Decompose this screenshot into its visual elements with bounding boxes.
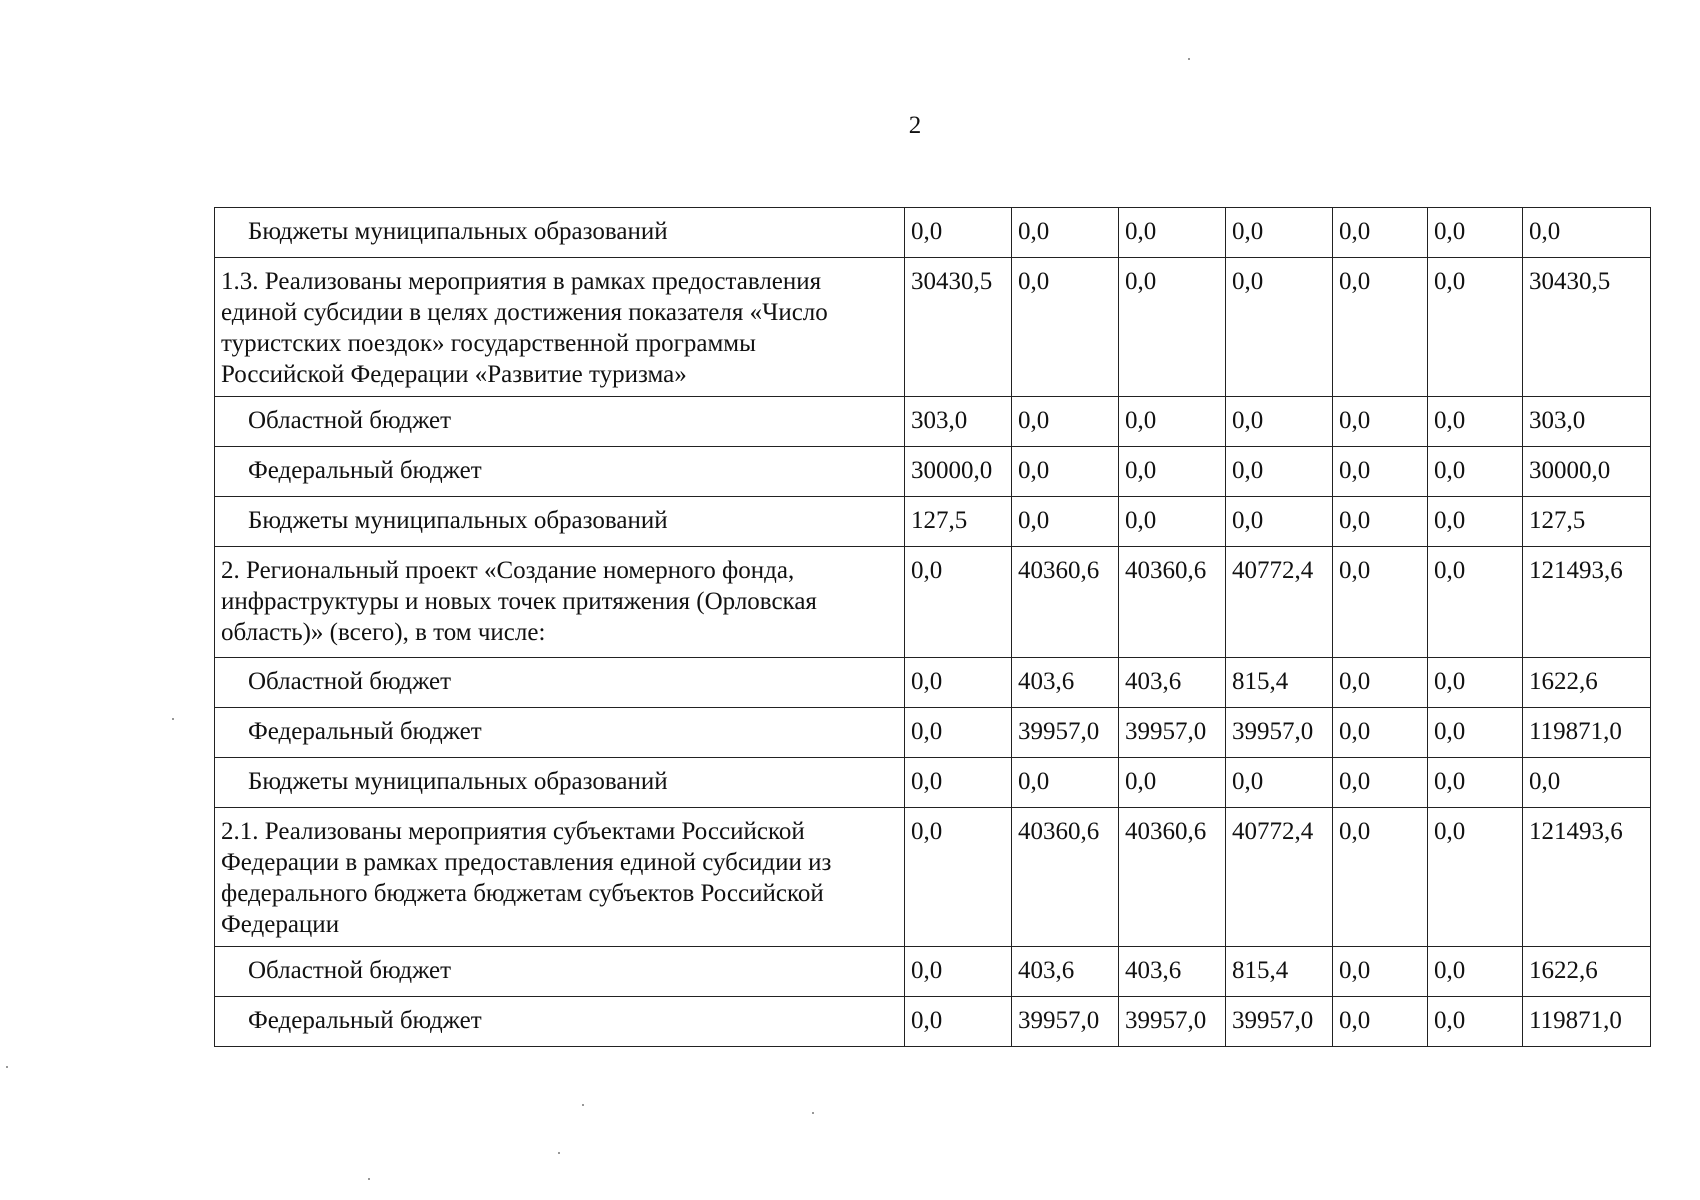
value-cell: 0,0 bbox=[1226, 397, 1333, 447]
value-cell: 0,0 bbox=[1333, 947, 1428, 997]
table-row bbox=[215, 947, 1651, 997]
row-label: Федеральный бюджет bbox=[215, 447, 905, 497]
value-cell: 303,0 bbox=[905, 397, 1012, 447]
value-cell: 0,0 bbox=[1012, 208, 1119, 258]
table-row bbox=[215, 658, 1651, 708]
value-cell: 0,0 bbox=[1012, 397, 1119, 447]
table-row bbox=[215, 208, 1651, 258]
total-cell: 119871,0 bbox=[1523, 708, 1651, 758]
row-label: 1.3. Реализованы мероприятия в рамках предоставления единой субсидии в целях достижения показателя «Число туристских поездок» государственной программы Российской Федерации «Развитие туризма» bbox=[215, 258, 905, 397]
value-cell: 39957,0 bbox=[1012, 997, 1119, 1047]
table-row bbox=[215, 997, 1651, 1047]
value-cell: 0,0 bbox=[905, 997, 1012, 1047]
value-cell: 403,6 bbox=[1012, 658, 1119, 708]
value-cell: 0,0 bbox=[1012, 497, 1119, 547]
value-cell: 0,0 bbox=[1428, 997, 1523, 1047]
value-cell: 0,0 bbox=[1119, 497, 1226, 547]
budget-table-body bbox=[215, 208, 1651, 1047]
total-cell: 30430,5 bbox=[1523, 258, 1651, 397]
value-cell: 0,0 bbox=[1119, 758, 1226, 808]
value-cell: 39957,0 bbox=[1226, 997, 1333, 1047]
total-cell: 121493,6 bbox=[1523, 808, 1651, 947]
table-row bbox=[215, 547, 1651, 658]
value-cell: 0,0 bbox=[1428, 447, 1523, 497]
value-cell: 39957,0 bbox=[1119, 708, 1226, 758]
value-cell: 39957,0 bbox=[1119, 997, 1226, 1047]
value-cell: 0,0 bbox=[1333, 547, 1428, 658]
value-cell: 0,0 bbox=[1333, 758, 1428, 808]
total-cell: 1622,6 bbox=[1523, 658, 1651, 708]
value-cell: 0,0 bbox=[905, 658, 1012, 708]
value-cell: 0,0 bbox=[905, 708, 1012, 758]
value-cell: 40360,6 bbox=[1119, 808, 1226, 947]
row-label: Бюджеты муниципальных образований bbox=[215, 497, 905, 547]
scan-speck bbox=[582, 1104, 584, 1106]
total-cell: 1622,6 bbox=[1523, 947, 1651, 997]
value-cell: 0,0 bbox=[1012, 447, 1119, 497]
total-cell: 30000,0 bbox=[1523, 447, 1651, 497]
value-cell: 0,0 bbox=[905, 808, 1012, 947]
value-cell: 0,0 bbox=[1428, 947, 1523, 997]
row-label: Федеральный бюджет bbox=[215, 997, 905, 1047]
value-cell: 0,0 bbox=[1119, 258, 1226, 397]
budget-table bbox=[214, 207, 1651, 1047]
total-cell: 119871,0 bbox=[1523, 997, 1651, 1047]
value-cell: 0,0 bbox=[1428, 547, 1523, 658]
value-cell: 403,6 bbox=[1012, 947, 1119, 997]
row-label: Областной бюджет bbox=[215, 947, 905, 997]
table-row bbox=[215, 258, 1651, 397]
total-cell: 127,5 bbox=[1523, 497, 1651, 547]
table-row bbox=[215, 397, 1651, 447]
table-row bbox=[215, 497, 1651, 547]
value-cell: 0,0 bbox=[1333, 208, 1428, 258]
total-cell: 0,0 bbox=[1523, 208, 1651, 258]
value-cell: 0,0 bbox=[1428, 658, 1523, 708]
row-label: 2. Региональный проект «Создание номерного фонда, инфраструктуры и новых точек притяжения (Орловская область)» (всего), в том числе: bbox=[215, 547, 905, 658]
total-cell: 0,0 bbox=[1523, 758, 1651, 808]
value-cell: 40360,6 bbox=[1119, 547, 1226, 658]
value-cell: 403,6 bbox=[1119, 947, 1226, 997]
table-row bbox=[215, 758, 1651, 808]
value-cell: 815,4 bbox=[1226, 947, 1333, 997]
value-cell: 0,0 bbox=[1428, 208, 1523, 258]
value-cell: 0,0 bbox=[1428, 808, 1523, 947]
value-cell: 30430,5 bbox=[905, 258, 1012, 397]
value-cell: 0,0 bbox=[1119, 208, 1226, 258]
value-cell: 0,0 bbox=[1226, 758, 1333, 808]
scan-speck bbox=[812, 1112, 814, 1114]
value-cell: 0,0 bbox=[1333, 808, 1428, 947]
value-cell: 30000,0 bbox=[905, 447, 1012, 497]
value-cell: 39957,0 bbox=[1226, 708, 1333, 758]
table-row bbox=[215, 808, 1651, 947]
page-number: 2 bbox=[908, 112, 922, 139]
value-cell: 0,0 bbox=[905, 208, 1012, 258]
value-cell: 0,0 bbox=[905, 547, 1012, 658]
value-cell: 0,0 bbox=[1333, 447, 1428, 497]
value-cell: 0,0 bbox=[1333, 497, 1428, 547]
row-label: Бюджеты муниципальных образований bbox=[215, 208, 905, 258]
value-cell: 0,0 bbox=[1226, 497, 1333, 547]
value-cell: 0,0 bbox=[1119, 397, 1226, 447]
row-label: Бюджеты муниципальных образований bbox=[215, 758, 905, 808]
value-cell: 0,0 bbox=[1226, 208, 1333, 258]
value-cell: 39957,0 bbox=[1012, 708, 1119, 758]
table-row bbox=[215, 447, 1651, 497]
value-cell: 0,0 bbox=[1428, 397, 1523, 447]
value-cell: 403,6 bbox=[1119, 658, 1226, 708]
row-label: Федеральный бюджет bbox=[215, 708, 905, 758]
value-cell: 40360,6 bbox=[1012, 808, 1119, 947]
row-label: Областной бюджет bbox=[215, 658, 905, 708]
value-cell: 0,0 bbox=[1333, 708, 1428, 758]
value-cell: 40772,4 bbox=[1226, 808, 1333, 947]
value-cell: 40772,4 bbox=[1226, 547, 1333, 658]
scan-speck bbox=[368, 1178, 370, 1180]
value-cell: 0,0 bbox=[1428, 758, 1523, 808]
value-cell: 0,0 bbox=[1333, 397, 1428, 447]
row-label: Областной бюджет bbox=[215, 397, 905, 447]
value-cell: 0,0 bbox=[1428, 258, 1523, 397]
value-cell: 0,0 bbox=[1333, 997, 1428, 1047]
value-cell: 0,0 bbox=[1428, 708, 1523, 758]
scan-speck bbox=[172, 718, 174, 720]
scan-speck bbox=[558, 1152, 560, 1154]
value-cell: 0,0 bbox=[1226, 258, 1333, 397]
table-row bbox=[215, 708, 1651, 758]
value-cell: 40360,6 bbox=[1012, 547, 1119, 658]
value-cell: 0,0 bbox=[1333, 258, 1428, 397]
value-cell: 0,0 bbox=[905, 758, 1012, 808]
row-label: 2.1. Реализованы мероприятия субъектами Российской Федерации в рамках предоставления единой субсидии из федерального бюджета бюджетам субъектов Российской Федерации bbox=[215, 808, 905, 947]
value-cell: 0,0 bbox=[1012, 758, 1119, 808]
total-cell: 121493,6 bbox=[1523, 547, 1651, 658]
value-cell: 0,0 bbox=[1226, 447, 1333, 497]
value-cell: 0,0 bbox=[1012, 258, 1119, 397]
value-cell: 0,0 bbox=[1428, 497, 1523, 547]
scan-speck bbox=[1188, 58, 1190, 60]
total-cell: 303,0 bbox=[1523, 397, 1651, 447]
scan-speck bbox=[6, 1066, 8, 1068]
value-cell: 815,4 bbox=[1226, 658, 1333, 708]
value-cell: 0,0 bbox=[1119, 447, 1226, 497]
value-cell: 127,5 bbox=[905, 497, 1012, 547]
value-cell: 0,0 bbox=[1333, 658, 1428, 708]
value-cell: 0,0 bbox=[905, 947, 1012, 997]
